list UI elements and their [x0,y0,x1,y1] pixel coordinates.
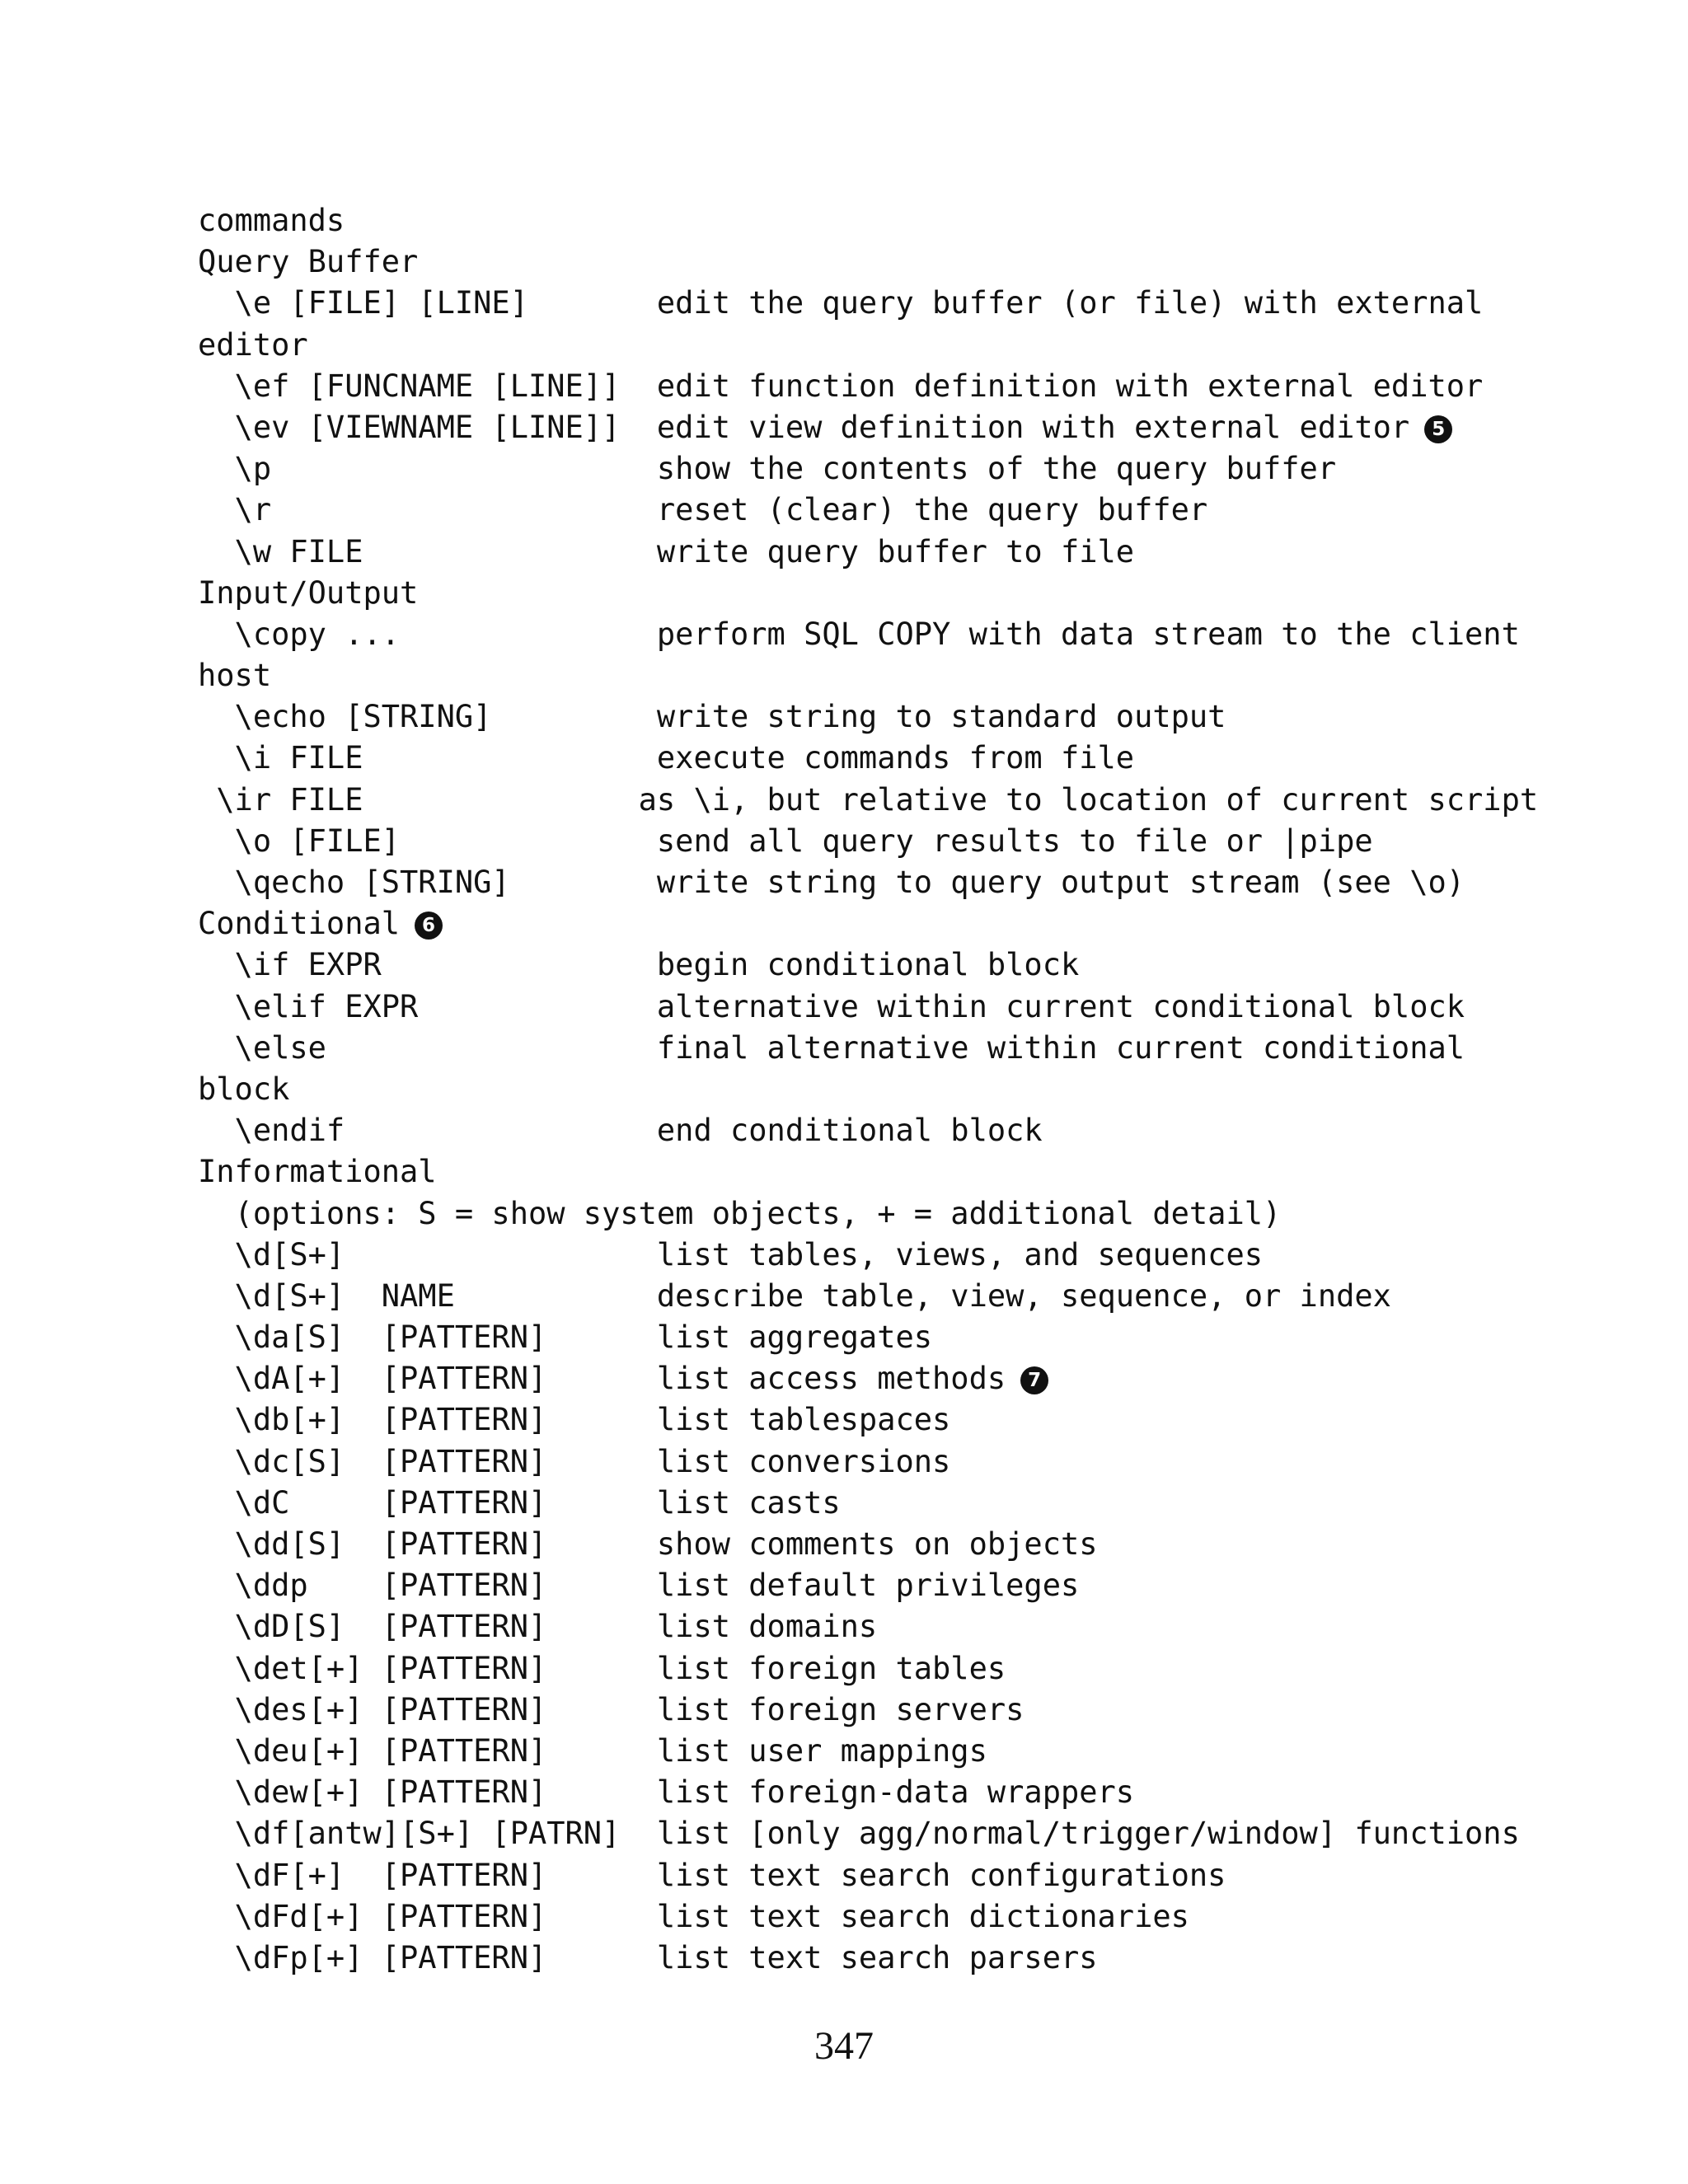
listing-line [198,1193,1517,1235]
listing-line [198,490,1517,531]
line-text: \dFp[+] [PATTERN] list text search parsers [198,1939,1098,1975]
listing-line [198,200,1517,241]
listing-line [198,1938,1517,1979]
line-text: (options: S = show system objects, + = additional detail) [198,1195,1282,1231]
listing-line [198,1813,1520,1854]
line-text: \e [FILE] [LINE] edit the query buffer (or file) with external [198,285,1484,321]
line-text: Conditional [198,906,401,942]
line-text: \dFd[+] [PATTERN] list text search dictionaries [198,1898,1189,1934]
line-text: \dD[S] [PATTERN] list domains [198,1609,878,1645]
listing-line [198,448,1517,490]
listing-line [198,1606,1517,1647]
line-text: Input/Output [198,574,419,611]
listing-line [198,987,1517,1028]
line-text: \elif EXPR alternative within current conditional block [198,988,1465,1024]
listing-line [198,1731,1517,1772]
line-text: \dC [PATTERN] list casts [198,1484,841,1521]
line-text: \d[S+] NAME describe table, view, sequence, or index [198,1277,1391,1314]
listing-line [198,532,1517,573]
callout-number-7: 7 [1020,1366,1048,1394]
line-text: \dc[S] [PATTERN] list conversions [198,1443,951,1479]
line-text: \dF[+] [PATTERN] list text search configurations [198,1857,1226,1893]
listing-line [198,1151,1517,1193]
listing-line [198,325,1517,366]
line-text: \dA[+] [PATTERN] list access methods [198,1361,1006,1397]
listing-line [198,283,1517,324]
line-text: editor [198,326,308,363]
line-text: \endif end conditional block [198,1113,1043,1149]
listing-line [198,696,1517,738]
line-text: \o [FILE] send all query results to file or |pipe [198,823,1373,859]
listing-line [198,1276,1517,1317]
line-text: \d[S+] list tables, views, and sequences [198,1236,1264,1272]
line-text: \deu[+] [PATTERN] list user mappings [198,1732,987,1769]
listing-line [198,1483,1517,1524]
line-text: \else final alternative within current conditional [198,1029,1465,1066]
listing-line [198,1648,1517,1690]
line-text: \qecho [STRING] write string to query output stream (see \o) [198,865,1465,900]
listing-line [198,1896,1517,1938]
listing-line [198,573,1517,614]
listing-line [198,1441,1517,1483]
line-text: \ef [FUNCNAME [LINE]] edit function definition with external editor [198,368,1484,404]
line-text: \i FILE execute commands from file [198,740,1135,776]
page-number: 347 [814,2024,874,2068]
listing-line [198,1565,1517,1606]
listing-line [198,1235,1517,1276]
line-text: host [198,658,272,694]
listing-line [198,862,1517,903]
line-text: \ddp [PATTERN] list default privileges [198,1568,1080,1604]
line-text: Query Buffer [198,244,419,280]
line-text: \df[antw][S+] [PATRN] list [only agg/normal/trigger/window] functions [198,1816,1520,1852]
listing-line [198,944,1517,986]
code-listing [198,200,1539,1979]
listing-line [198,1690,1517,1731]
listing-line [198,903,1517,944]
line-text: \ev [VIEWNAME [LINE]] edit view definition with external editor [198,409,1410,445]
listing-line [198,655,1517,696]
line-text: \p show the contents of the query buffer [198,451,1337,487]
listing-line [198,1524,1517,1565]
listing-line [198,614,1520,655]
line-text: \det[+] [PATTERN] list foreign tables [198,1650,1006,1686]
listing-line [198,1855,1517,1896]
callout-number-6: 6 [415,912,443,940]
line-text: \ir FILE as \i, but relative to location of current script [198,781,1539,818]
listing-line [198,821,1517,862]
line-text: \da[S] [PATTERN] list aggregates [198,1319,933,1356]
listing-line [198,366,1517,407]
line-text: Informational [198,1154,437,1190]
listing-line [198,780,1539,821]
line-text: \echo [STRING] write string to standard output [198,699,1226,735]
callout-number-5: 5 [1424,415,1452,443]
listing-line [198,738,1517,779]
listing-line [198,1358,1517,1399]
listing-line [198,1069,1517,1110]
listing-line [198,1772,1517,1813]
line-text: \r reset (clear) the query buffer [198,492,1208,528]
line-text: \w FILE write query buffer to file [198,533,1135,569]
line-text: block [198,1071,290,1107]
line-text: \dd[S] [PATTERN] show comments on objects [198,1526,1098,1562]
listing-line [198,1110,1517,1151]
line-text: commands [198,203,345,238]
line-text: \dew[+] [PATTERN] list foreign-data wrappers [198,1774,1135,1811]
listing-line [198,1317,1517,1358]
listing-line [198,1399,1517,1441]
listing-line [198,1028,1517,1069]
line-text: \db[+] [PATTERN] list tablespaces [198,1402,951,1438]
line-text: \if EXPR begin conditional block [198,947,1080,983]
listing-line [198,407,1517,448]
listing-line [198,241,1517,283]
line-text: \des[+] [PATTERN] list foreign servers [198,1691,1025,1727]
line-text: \copy ... perform SQL COPY with data stream to the client [198,616,1520,652]
